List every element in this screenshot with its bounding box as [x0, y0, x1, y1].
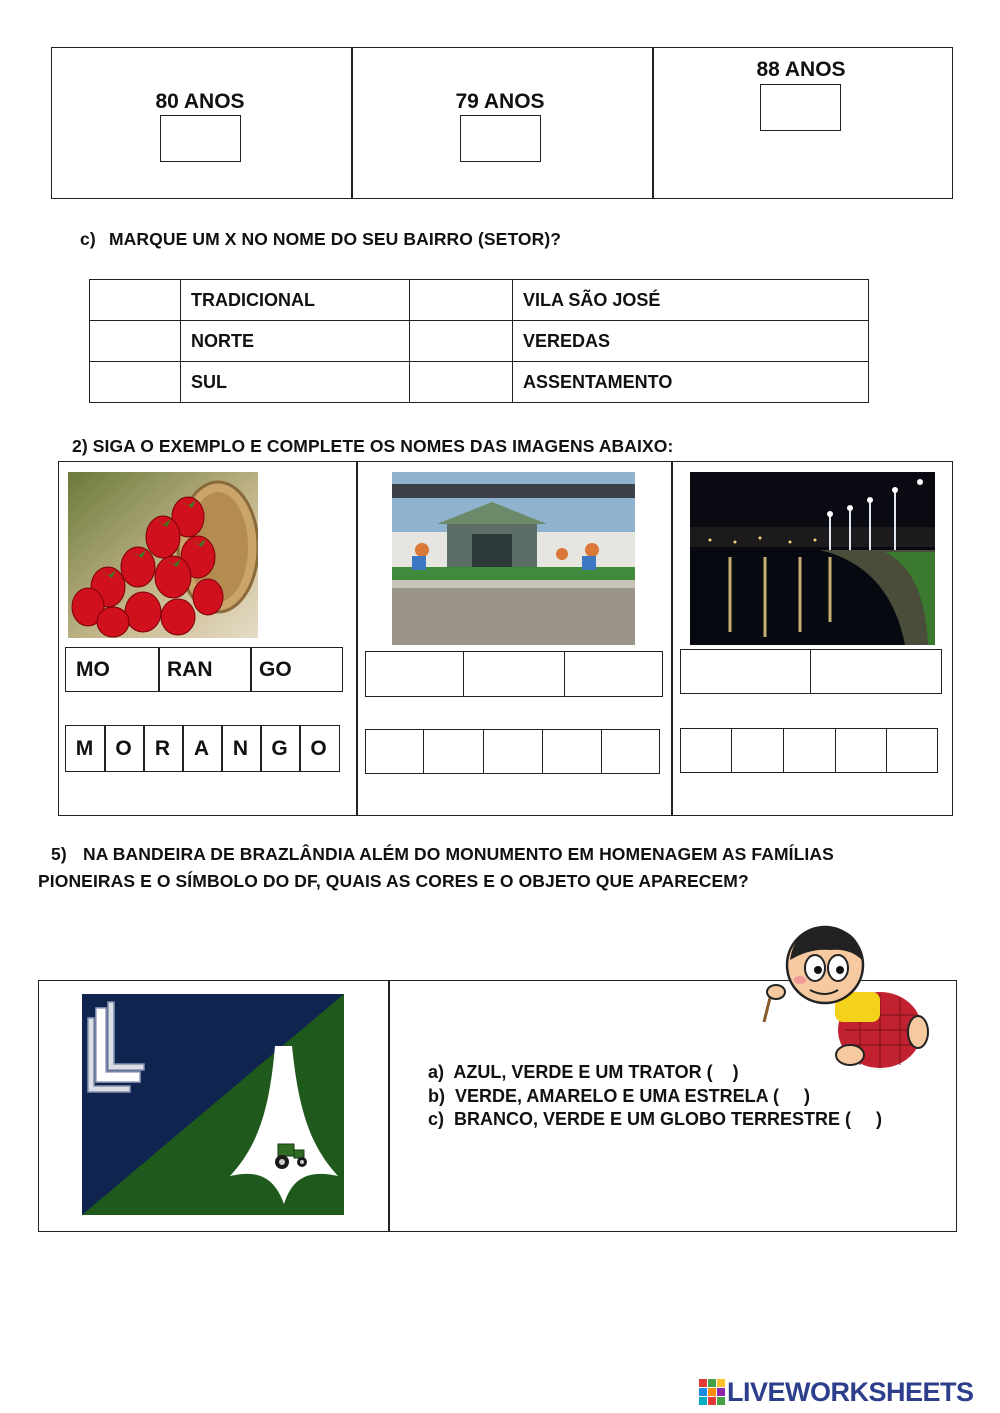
- images-divider: [671, 461, 673, 816]
- example-letter: O: [115, 737, 132, 760]
- age-checkbox-80[interactable]: [160, 115, 241, 162]
- liveworksheets-logo-icon: [699, 1379, 725, 1405]
- table-row: [90, 321, 869, 362]
- brazlandia-flag: [82, 994, 344, 1215]
- answer-option-c[interactable]: c) BRANCO, VERDE E UM GLOBO TERRESTRE ( ): [428, 1109, 883, 1129]
- bairro-checkbox-veredas[interactable]: [410, 321, 513, 362]
- bairro-table: [89, 279, 869, 403]
- syllable-divider: [158, 647, 160, 692]
- bairro-name: TRADICIONAL: [181, 280, 410, 321]
- table-row: [90, 362, 869, 403]
- bairro-name: SUL: [181, 362, 410, 403]
- example-letter: G: [271, 737, 288, 760]
- age-label-88: 88 ANOS: [756, 58, 846, 81]
- bairro-name: VEREDAS: [513, 321, 869, 362]
- ages-divider: [652, 47, 654, 199]
- ages-divider: [351, 47, 353, 199]
- age-label-80: 80 ANOS: [155, 90, 245, 113]
- school-syllable-input[interactable]: [365, 651, 464, 697]
- lake-letter-input[interactable]: [835, 728, 887, 773]
- example-letter: N: [232, 737, 249, 760]
- flag-divider: [388, 980, 390, 1232]
- bairro-name: NORTE: [181, 321, 410, 362]
- lake-letter-input[interactable]: [783, 728, 836, 773]
- answer-option-a[interactable]: a) AZUL, VERDE E UM TRATOR ( ): [428, 1062, 739, 1082]
- school-image: [392, 472, 635, 645]
- bairro-name: ASSENTAMENTO: [513, 362, 869, 403]
- liveworksheets-brand[interactable]: LIVEWORKSHEETS: [727, 1377, 974, 1407]
- lake-syllable-input[interactable]: [810, 649, 942, 694]
- age-checkbox-88[interactable]: [760, 84, 841, 131]
- example-letter: R: [154, 737, 171, 760]
- example-letter: M: [75, 737, 94, 760]
- school-syllable-input[interactable]: [564, 651, 663, 697]
- cartoon-child-illustration: [760, 920, 930, 1075]
- school-letter-input[interactable]: [542, 729, 602, 774]
- example-letter: O: [310, 737, 327, 760]
- school-letter-input[interactable]: [423, 729, 484, 774]
- school-letter-input[interactable]: [365, 729, 424, 774]
- bairro-checkbox-norte[interactable]: [90, 321, 181, 362]
- example-syllable-2: RAN: [167, 658, 213, 681]
- bairro-checkbox-assentamento[interactable]: [410, 362, 513, 403]
- question-2-text: 2) SIGA O EXEMPLO E COMPLETE OS NOMES DAS IMAGENS ABAIXO:: [72, 436, 674, 456]
- question-5-label: 5): [51, 844, 67, 864]
- example-syllable-1: MO: [76, 658, 110, 681]
- school-syllable-input[interactable]: [463, 651, 565, 697]
- lake-image: [690, 472, 935, 645]
- strawberries-image: [68, 472, 258, 638]
- question-c-text: MARQUE UM X NO NOME DO SEU BAIRRO (SETOR)?: [109, 229, 562, 249]
- school-letter-input[interactable]: [601, 729, 660, 774]
- lake-letter-input[interactable]: [731, 728, 784, 773]
- lake-syllable-input[interactable]: [680, 649, 811, 694]
- age-checkbox-79[interactable]: [460, 115, 541, 162]
- school-letter-input[interactable]: [483, 729, 543, 774]
- question-5-line2: PIONEIRAS E O SÍMBOLO DO DF, QUAIS AS CORES E O OBJETO QUE APARECEM?: [38, 871, 749, 891]
- bairro-checkbox-tradicional[interactable]: [90, 280, 181, 321]
- syllable-divider: [250, 647, 252, 692]
- example-letter: A: [193, 737, 210, 760]
- bairro-name: VILA SÃO JOSÉ: [513, 280, 869, 321]
- images-divider: [356, 461, 358, 816]
- lake-letter-input[interactable]: [680, 728, 732, 773]
- question-5-line1: NA BANDEIRA DE BRAZLÂNDIA ALÉM DO MONUMENTO EM HOMENAGEM AS FAMÍLIAS: [83, 844, 834, 864]
- example-syllable-3: GO: [259, 658, 292, 681]
- bairro-checkbox-vila-sao-jose[interactable]: [410, 280, 513, 321]
- lake-letter-input[interactable]: [886, 728, 938, 773]
- table-row: [90, 280, 869, 321]
- answer-option-b[interactable]: b) VERDE, AMARELO E UMA ESTRELA ( ): [428, 1086, 810, 1106]
- question-c-label: c): [80, 229, 96, 249]
- bairro-checkbox-sul[interactable]: [90, 362, 181, 403]
- age-label-79: 79 ANOS: [455, 90, 545, 113]
